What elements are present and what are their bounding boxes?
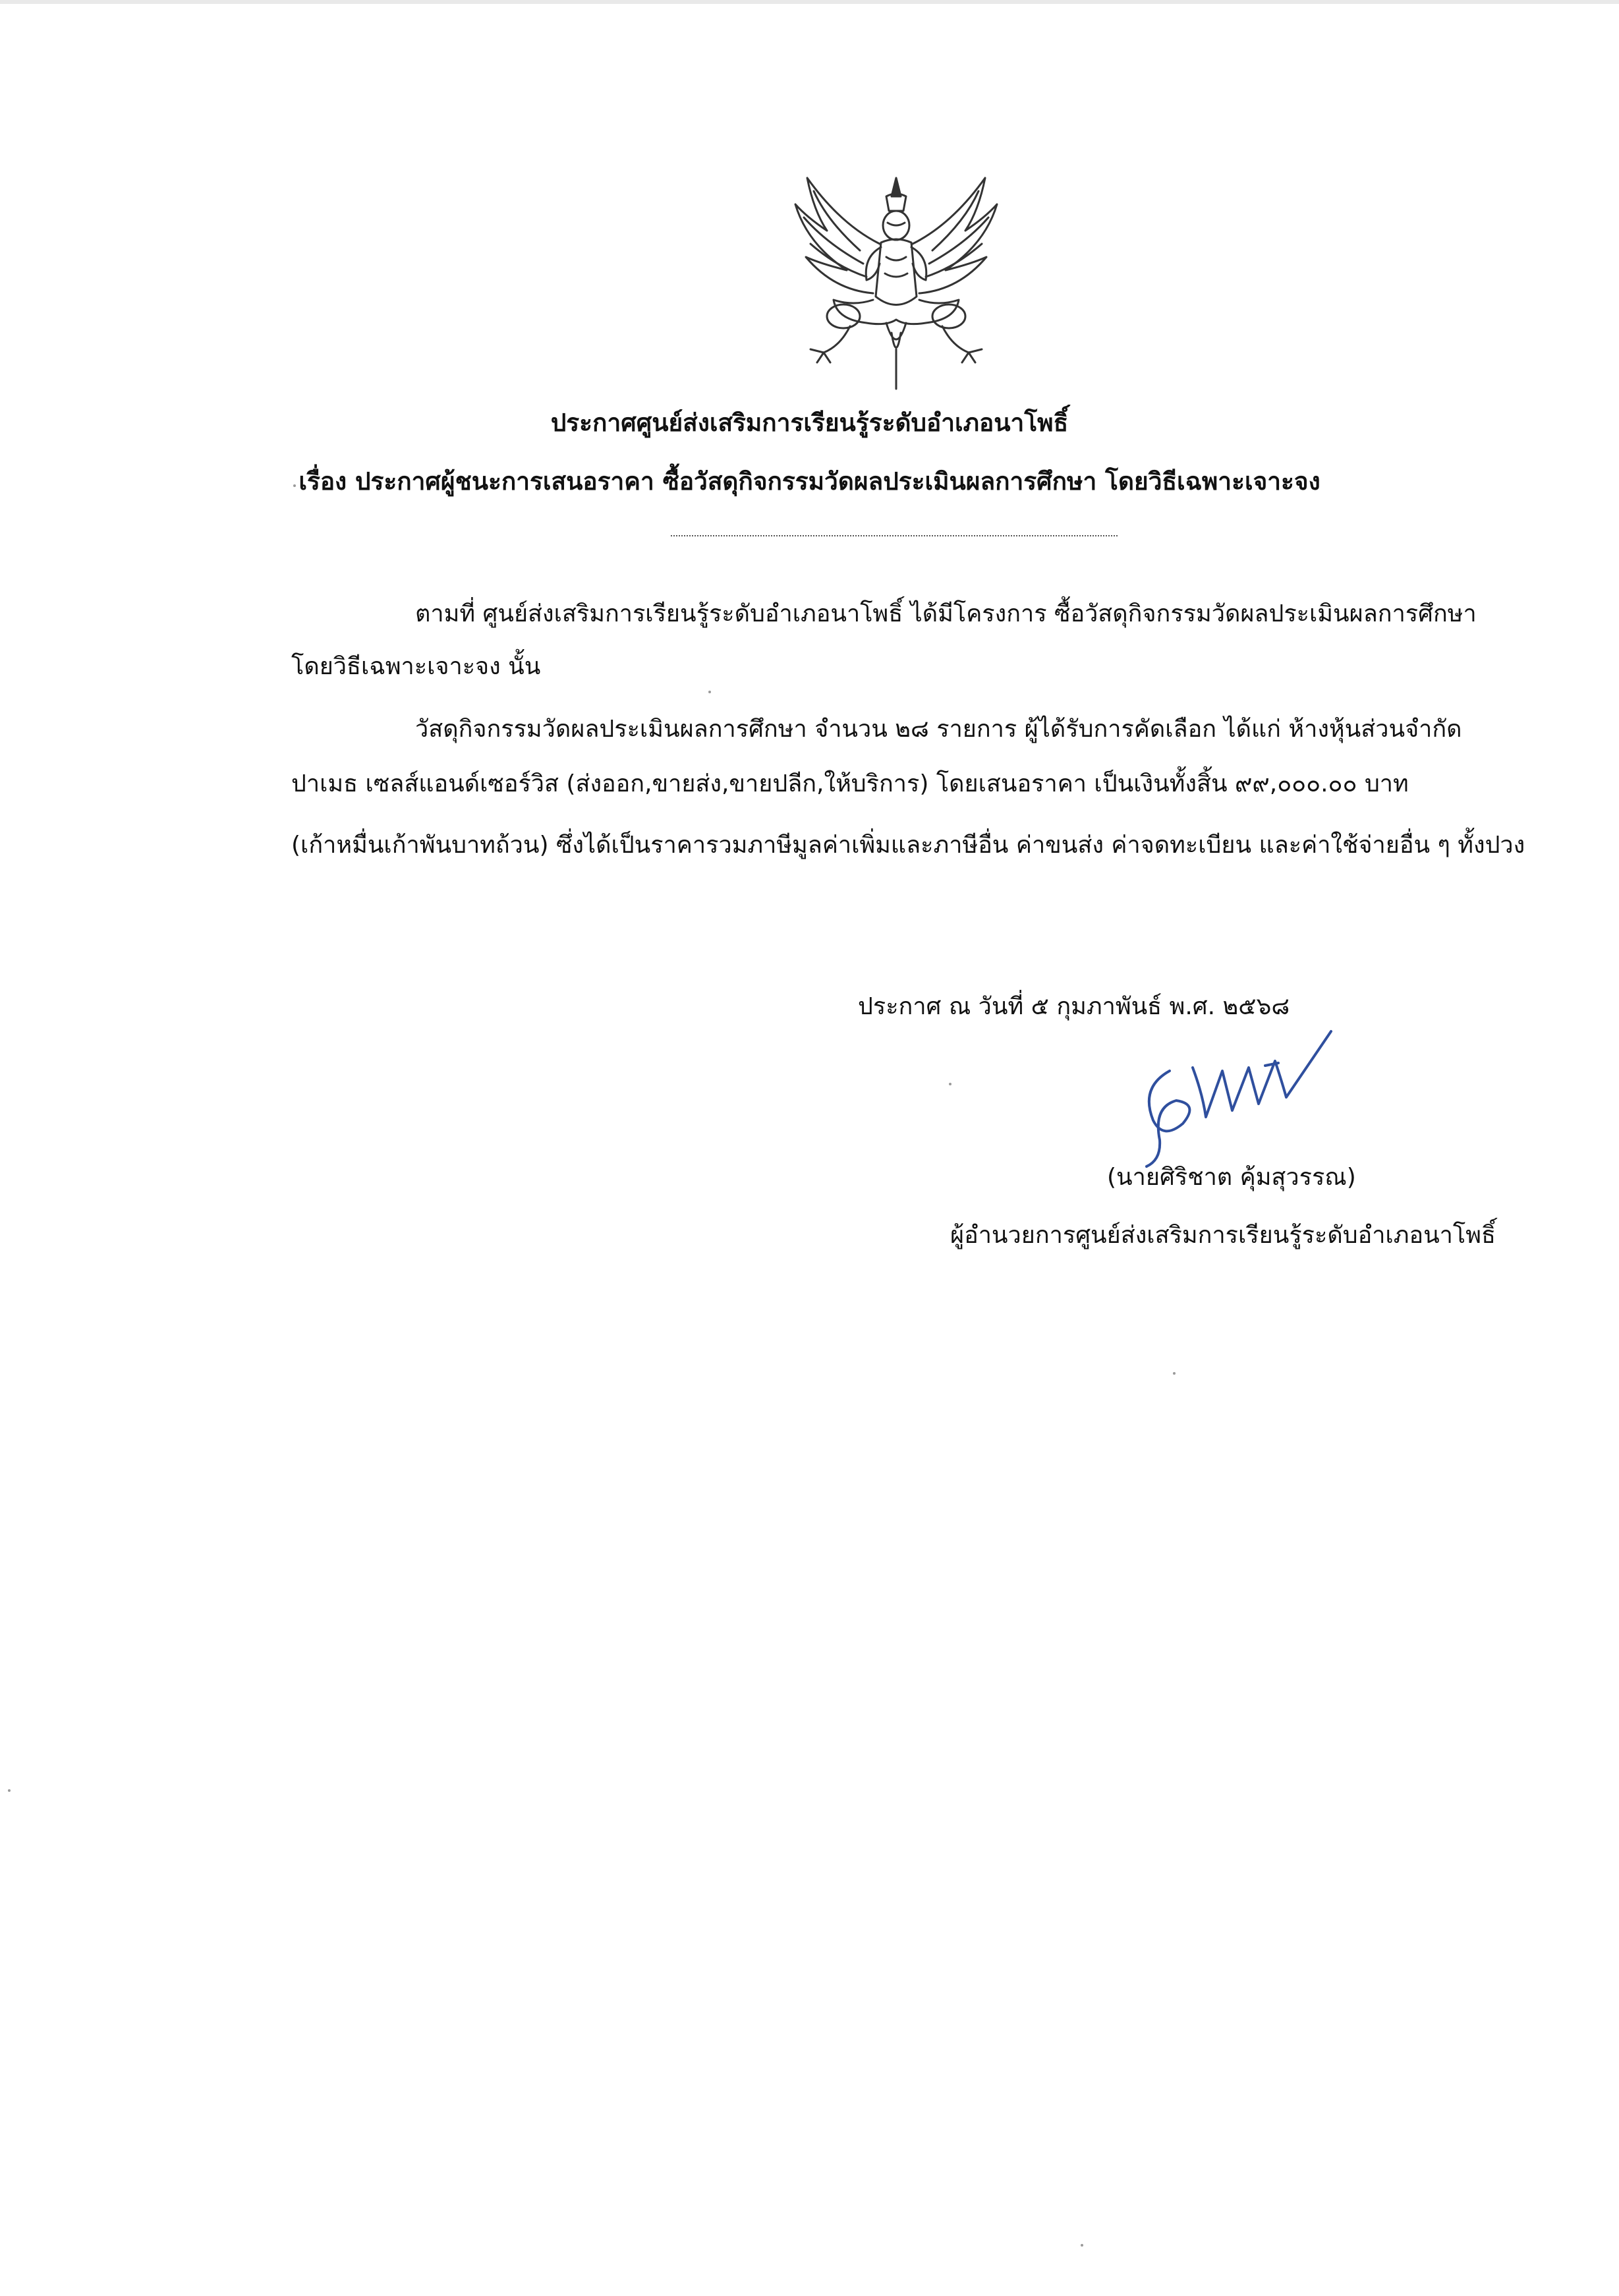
- garuda-emblem-icon: [787, 165, 1005, 399]
- scan-speck: [8, 1789, 11, 1792]
- signer-name: (นายศิริชาต คุ้มสุวรรณ): [1107, 1164, 1356, 1191]
- paragraph-2-line-3: (เก้าหมื่นเก้าพันบาทถ้วน) ซึ่งได้เป็นราคารวมภาษีมูลค่าเพิ่มและภาษีอื่น ค่าขนส่ง ค่าจดทะเบียน และค่าใช้จ่ายอื่น ๆ ทั้งปวง: [291, 832, 1525, 859]
- paragraph-2-line-2: ปาเมธ เซลส์แอนด์เซอร์วิส (ส่งออก,ขายส่ง,ขายปลีก,ให้บริการ) โดยเสนอราคา เป็นเงินทั้งสิ้น ๙๙,๐๐๐.๐๐ บาท: [291, 770, 1409, 797]
- announcement-date: ประกาศ ณ วันที่ ๕ กุมภาพันธ์ พ.ศ. ๒๕๖๘: [858, 993, 1290, 1020]
- header-divider: [671, 535, 1118, 536]
- scan-speck: [1081, 2244, 1083, 2247]
- scan-speck: [708, 691, 711, 693]
- handwritten-signature: [1114, 1025, 1377, 1176]
- signer-position: ผู้อำนวยการศูนย์ส่งเสริมการเรียนรู้ระดับอำเภอนาโพธิ์: [950, 1222, 1496, 1249]
- paragraph-1-line-1: ตามที่ ศูนย์ส่งเสริมการเรียนรู้ระดับอำเภอนาโพธิ์ ได้มีโครงการ ซื้อวัสดุกิจกรรมวัดผลประเมินผลการศึกษา: [415, 600, 1477, 627]
- paragraph-1-line-2: โดยวิธีเฉพาะเจาะจง นั้น: [291, 653, 541, 680]
- announcement-subject: เรื่อง ประกาศผู้ชนะการเสนอราคา ซื้อวัสดุกิจกรรมวัดผลประเมินผลการศึกษา โดยวิธีเฉพาะเจาะจง: [298, 467, 1321, 496]
- scan-edge: [0, 0, 1619, 4]
- scan-speck: [1173, 1372, 1176, 1375]
- paragraph-2-line-1: วัสดุกิจกรรมวัดผลประเมินผลการศึกษา จำนวน ๒๘ รายการ ผู้ได้รับการคัดเลือก ได้แก่ ห้างหุ้นส่วนจำกัด: [415, 716, 1462, 743]
- scan-speck: [949, 1083, 952, 1085]
- scan-speck: [293, 484, 296, 487]
- announcement-title: ประกาศศูนย์ส่งเสริมการเรียนรู้ระดับอำเภอนาโพธิ์: [550, 409, 1069, 437]
